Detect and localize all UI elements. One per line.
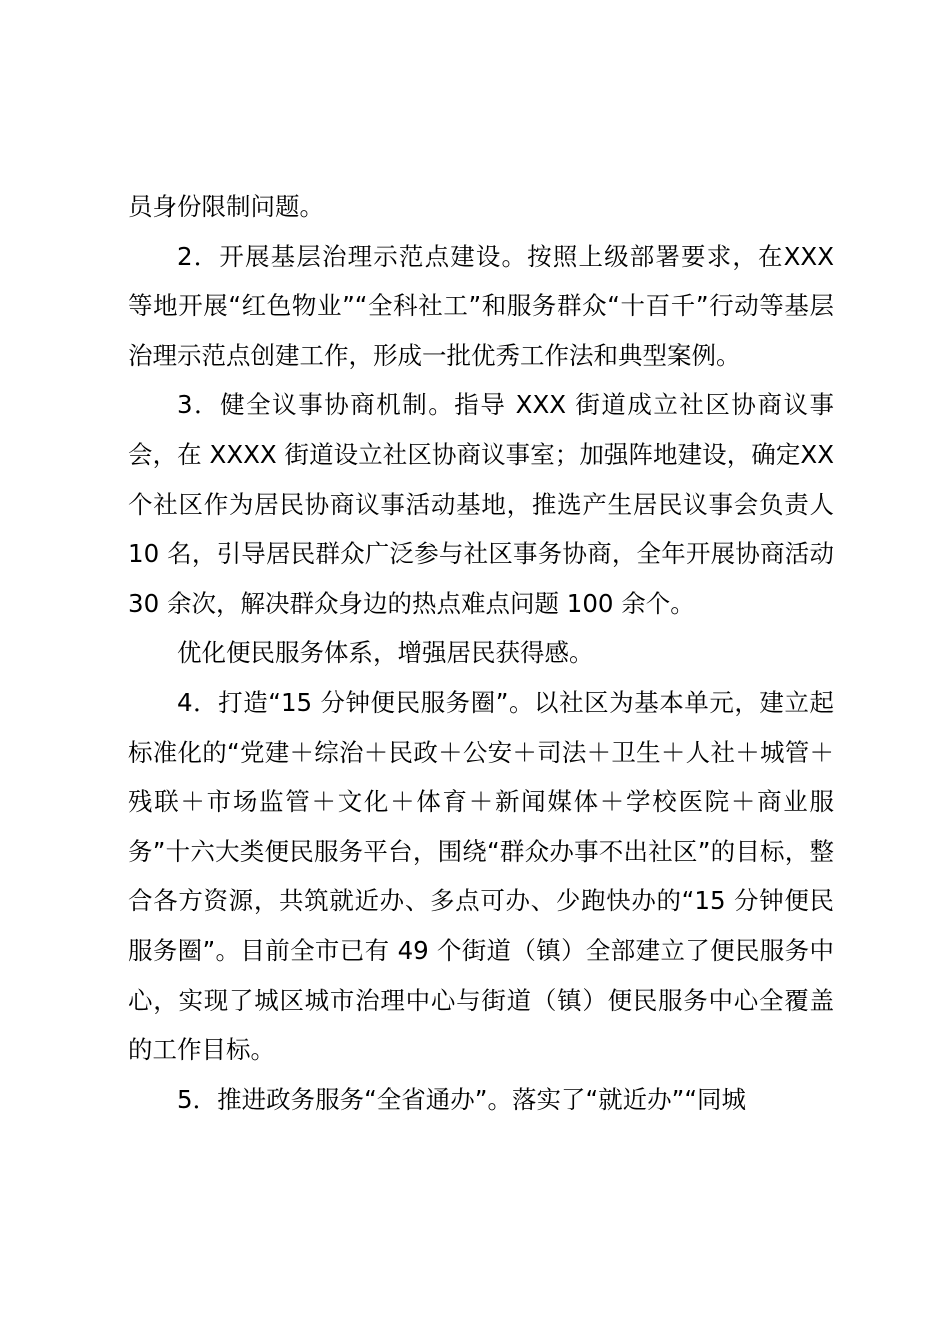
- paragraph-item-2: 2．开展基层治理示范点建设。按照上级部署要求，在XXX 等地开展“红色物业”“全科社工”和服务群众“十百千”行动等基层治理示范点创建工作，形成一批优秀工作法和典型案例。: [128, 241, 842, 370]
- paragraph-item-3: 3．健全议事协商机制。指导 XXX 街道成立社区协商议事会，在 XXXX 街道设立社区协商议事室；加强阵地建设，确定XX 个社区作为居民协商议事活动基地，推选产生居民议事会负责人 10 名，引导居民群众广泛参与社区事务协商，全年开展协商活动 30 余次，解决群众身边的热点难点问题 100 余个。: [128, 390, 842, 618]
- section-heading: 优化便民服务体系，增强居民获得感。: [177, 638, 594, 668]
- paragraph-item-5: 5．推进政务服务“全省通办”。落实了“就近办”“同城: [177, 1084, 747, 1114]
- document-body: [128, 182, 842, 1124]
- paragraph-item-4: 4．打造“15 分钟便民服务圈”。以社区为基本单元，建立起标准化的“党建＋综治＋民政＋公安＋司法＋卫生＋人社＋城管＋残联＋市场监管＋文化＋体育＋新闻媒体＋学校医院＋商业服务”十六大类便民服务平台，围绕“群众办事不出社区”的目标，整合各方资源，共筑就近办、多点可办、少跑快办的“15 分钟便民服务圈”。目前全市已有 49 个街道（镇）全部建立了便民服务中心，实现了城区城市治理中心与街道（镇）便民服务中心全覆盖的工作目标。: [128, 687, 834, 1065]
- paragraph-continuation: 员身份限制问题。: [128, 192, 324, 221]
